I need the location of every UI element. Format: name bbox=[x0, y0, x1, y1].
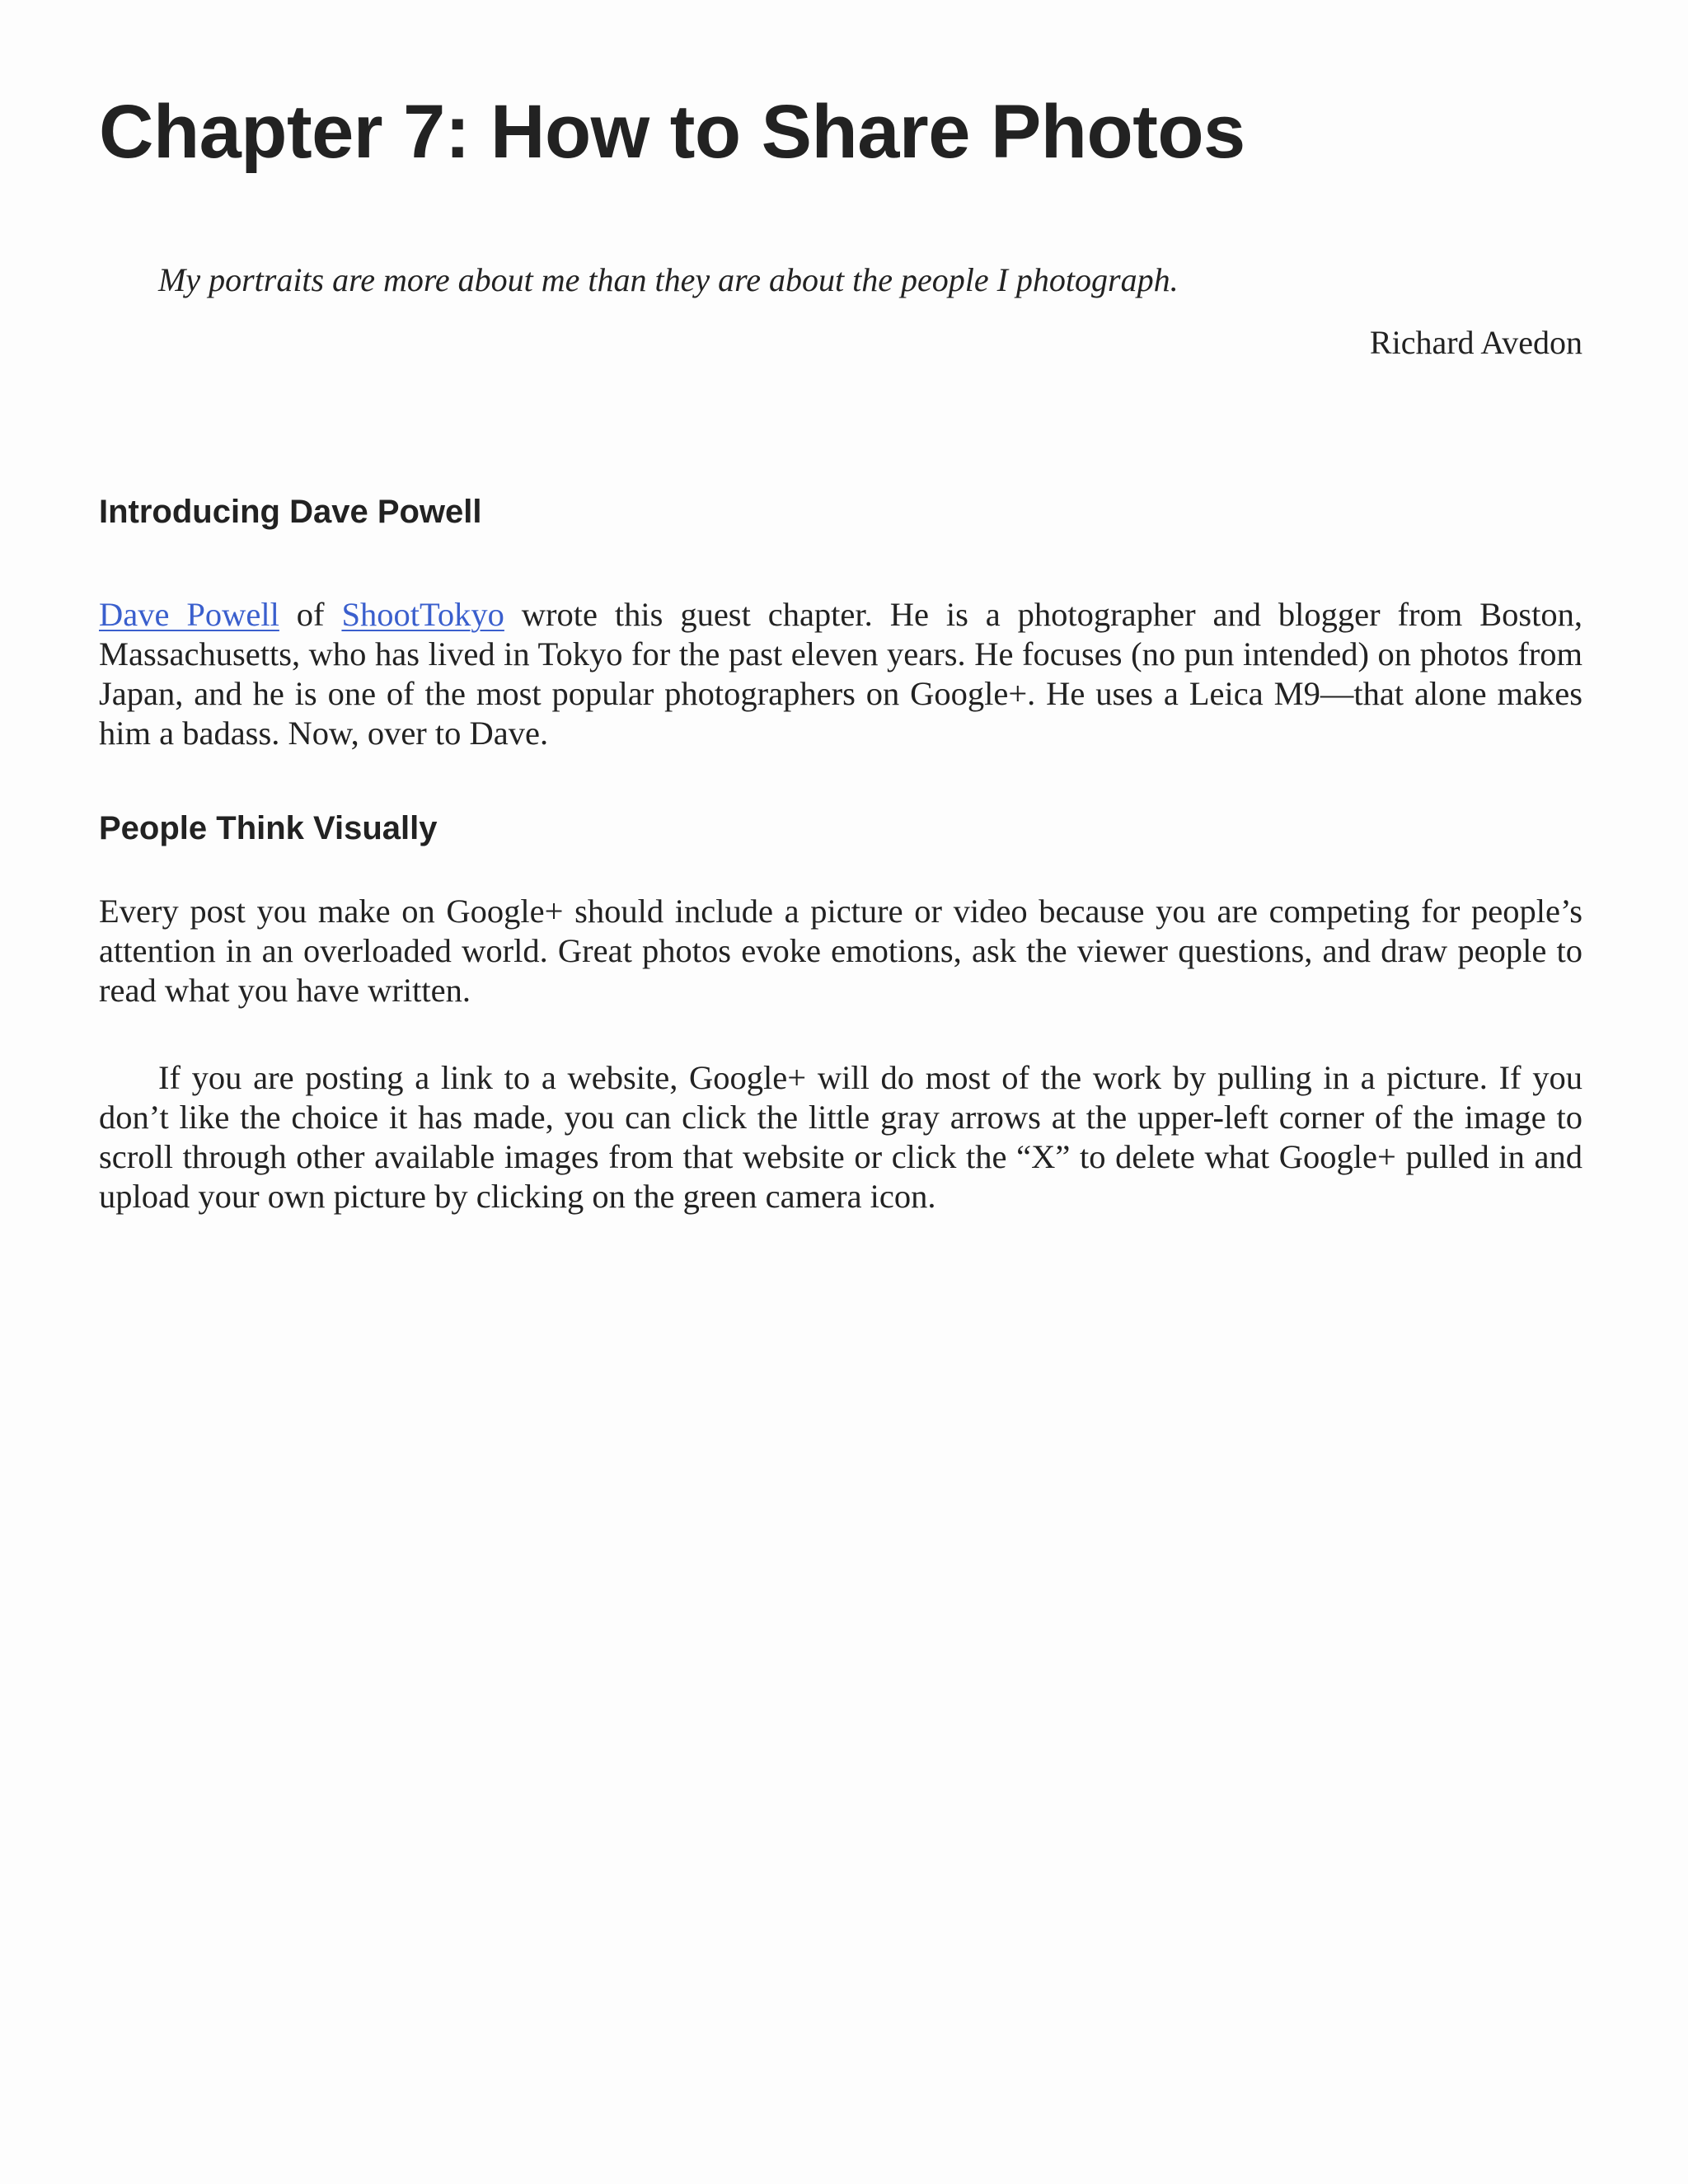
intro-paragraph bbox=[99, 595, 1582, 753]
intro-text-of: of bbox=[279, 596, 342, 633]
section-heading-introducing-dave-powell: Introducing Dave Powell bbox=[99, 494, 482, 530]
epigraph-quote: My portraits are more about me than they are about the people I photograph. bbox=[158, 261, 1179, 298]
intro-text-body: wrote this guest chapter. He is a photographer and blogger from Boston, Massachusetts, who has lived in Tokyo for the past eleven years. He focuses (no pun intended) on photos from Japan, and he is one of the most popular photographers on Google+. He uses a Leica M9—that alone makes him a badass. Now, over to Dave. bbox=[99, 596, 1583, 752]
epigraph bbox=[99, 255, 1582, 368]
document-page bbox=[99, 0, 1582, 2184]
epigraph-author: Richard Avedon bbox=[1369, 324, 1582, 361]
visual-paragraph-2: If you are posting a link to a website, Google+ will do most of the work by pulling in a picture. If you don’t like the choice it has made, you can click the little gray arrows at the upper-left corner of the image to scroll through other available images from that website or click the “X” to delete what Google+ pulled in and upload your own picture by clicking on the green camera icon. bbox=[99, 1059, 1582, 1215]
visual-paragraph-1: Every post you make on Google+ should include a picture or video because you are competing for people’s attention in an overloaded world. Great photos evoke emotions, ask the viewer questions, and draw people to read what you have written. bbox=[99, 893, 1582, 1009]
shoottokyo-link[interactable]: ShootTokyo bbox=[341, 596, 504, 633]
section-heading-people-think-visually: People Think Visually bbox=[99, 810, 438, 846]
chapter-title: Chapter 7: How to Share Photos bbox=[99, 90, 1245, 174]
dave-powell-link[interactable]: Dave Powell bbox=[99, 596, 279, 633]
